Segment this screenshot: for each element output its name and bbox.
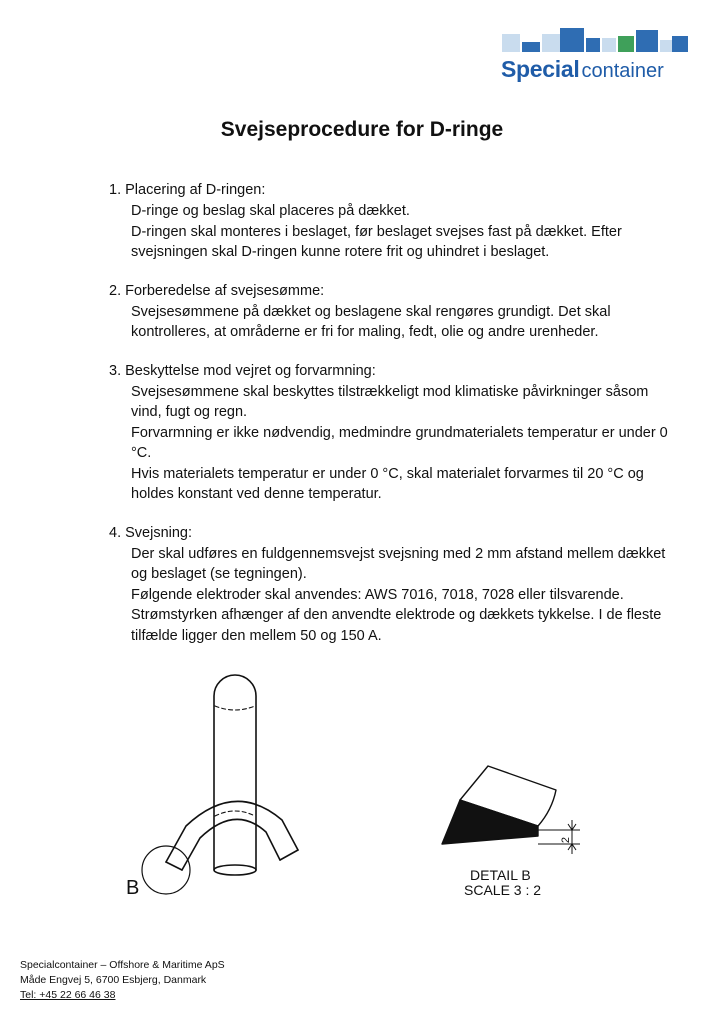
section-line: Der skal udføres en fuldgennemsvejst svejsning med 2 mm afstand mellem dækket og beslaget (se tegningen). [131, 545, 666, 582]
section-placement [109, 180, 679, 263]
bracket-foot-right [280, 850, 298, 860]
logo-block [586, 38, 600, 52]
section-line: Strømstyrken afhænger af den anvendte elektrode og dækkets tykkelse. I de fleste tilfælde ligger den mellem 50 og 150 A. [131, 607, 662, 644]
section-body [131, 544, 679, 647]
section-heading: 1. Placering af D-ringen: [109, 182, 266, 198]
bracket-outer [166, 801, 298, 862]
logo-word-container: container [581, 60, 664, 82]
footer-address: Måde Engvej 5, 6700 Esbjerg, Danmark [20, 974, 207, 986]
logo-block [672, 36, 688, 52]
company-logo [498, 28, 692, 86]
view-label-b: B [126, 877, 140, 899]
section-heading: 4. Svejsning: [109, 524, 193, 541]
footer-phone-link[interactable]: Tel: +45 22 66 46 38 [20, 989, 116, 1001]
logo-block [502, 34, 520, 52]
d-ring-drawing [120, 670, 340, 910]
logo-block [636, 30, 658, 52]
section-line: Følgende elektroder skal anvendes: AWS 7016, 7018, 7028 eller tilsvarende. [131, 586, 624, 603]
d-ring-shaft-end [214, 865, 256, 875]
procedure-sections [109, 180, 679, 664]
section-line: D-ringen skal monteres i beslaget, før beslaget svejses fast på dækket. Efter svejsningen skal D-ringen kunne rotere frit og uhindret i beslaget. [131, 223, 622, 260]
logo-block [522, 42, 540, 52]
section-weather-protection [109, 361, 679, 505]
section-line: Forvarmning er ikke nødvendig, medmindre grundmaterialets temperatur er under 0 °C. [131, 424, 668, 461]
section-body [131, 201, 679, 263]
bracket-foot-left [166, 862, 182, 870]
logo-block [560, 28, 584, 52]
logo-block [618, 36, 634, 52]
logo-word-special: Special [501, 56, 580, 82]
section-line: Svejsesømmene skal beskyttes tilstrækkeligt mod klimatiske påvirkninger såsom vind, fugt og regn. [131, 383, 649, 420]
section-body [131, 302, 679, 343]
logo-block [660, 40, 672, 52]
bracket-hidden-line [215, 811, 255, 816]
bracket-inner [182, 819, 280, 870]
page-title: Svejseprocedure for D-ringe [220, 118, 504, 141]
footer [20, 958, 225, 1003]
detail-b-drawing [430, 760, 600, 900]
detail-scale: SCALE 3 : 2 [464, 882, 542, 898]
logo-block [602, 38, 616, 52]
detail-title: DETAIL B [470, 867, 531, 883]
section-body [131, 382, 679, 505]
section-line: Hvis materialets temperatur er under 0 °C, skal materialet forvarmes til 20 °C og holdes konstant ved denne temperatur. [131, 465, 644, 502]
section-heading: 3. Beskyttelse mod vejret og forvarmning: [109, 362, 376, 379]
logo-blocks [502, 28, 688, 52]
section-line: D-ringe og beslag skal placeres på dækket. [131, 203, 410, 219]
logo-wordmark [501, 58, 664, 81]
d-ring-hidden-line [215, 706, 255, 710]
section-welding [109, 523, 679, 647]
section-preparation [109, 281, 679, 343]
section-heading: 2. Forberedelse af svejsesømme: [109, 282, 325, 299]
d-ring-shaft [214, 675, 256, 870]
section-line: Svejsesømmene på dækket og beslagene skal rengøres grundigt. Det skal kontrolleres, at områderne er fri for maling, fedt, olie og andre urenheder. [131, 303, 611, 340]
logo-block [542, 34, 560, 52]
footer-company: Specialcontainer – Offshore & Maritime ApS [20, 959, 225, 971]
dimension-value: 2 [560, 836, 572, 844]
